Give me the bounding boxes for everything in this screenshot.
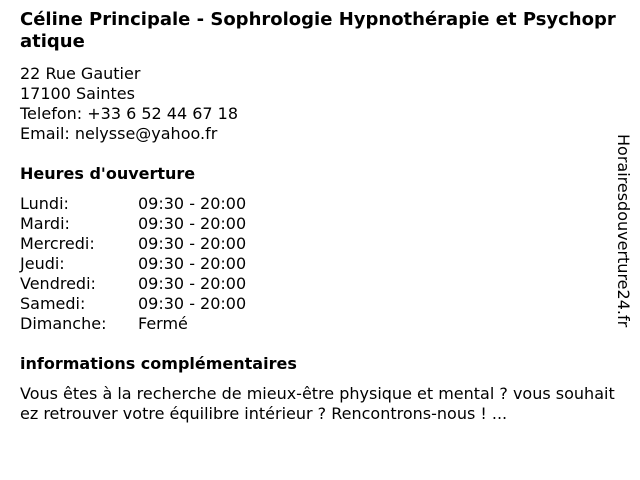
day-label: Mercredi: <box>20 234 95 253</box>
opening-hours-heading: Heures d'ouverture <box>20 164 196 183</box>
day-label: Lundi: <box>20 194 69 213</box>
site-watermark: Horairesdouverture24.fr <box>614 134 633 328</box>
additional-info-heading: informations complémentaires <box>20 354 297 373</box>
day-label: Jeudi: <box>20 254 65 273</box>
time-value: 09:30 - 20:00 <box>138 194 247 213</box>
day-label: Mardi: <box>20 214 70 233</box>
time-value: 09:30 - 20:00 <box>138 214 247 233</box>
additional-info-text: Vous êtes à la recherche de mieux-être physique et mental ? vous souhaitez retrouver votre équilibre intérieur ? Rencontrons-nous ! ... <box>20 384 615 423</box>
time-value: 09:30 - 20:00 <box>138 274 247 293</box>
street-address: 22 Rue Gautier <box>20 64 141 83</box>
day-label: Dimanche: <box>20 314 107 333</box>
day-label: Samedi: <box>20 294 86 313</box>
time-value: Fermé <box>138 314 188 333</box>
time-value: 09:30 - 20:00 <box>138 234 247 253</box>
city-postcode: 17100 Saintes <box>20 84 135 103</box>
business-title: Céline Principale - Sophrologie Hypnothérapie et Psychopratique <box>20 9 616 52</box>
time-value: 09:30 - 20:00 <box>138 294 247 313</box>
day-label: Vendredi: <box>20 274 96 293</box>
phone-number: Telefon: +33 6 52 44 67 18 <box>20 104 239 123</box>
address-block <box>20 64 238 144</box>
time-value: 09:30 - 20:00 <box>138 254 247 273</box>
email-address: Email: nelysse@yahoo.fr <box>20 124 218 143</box>
